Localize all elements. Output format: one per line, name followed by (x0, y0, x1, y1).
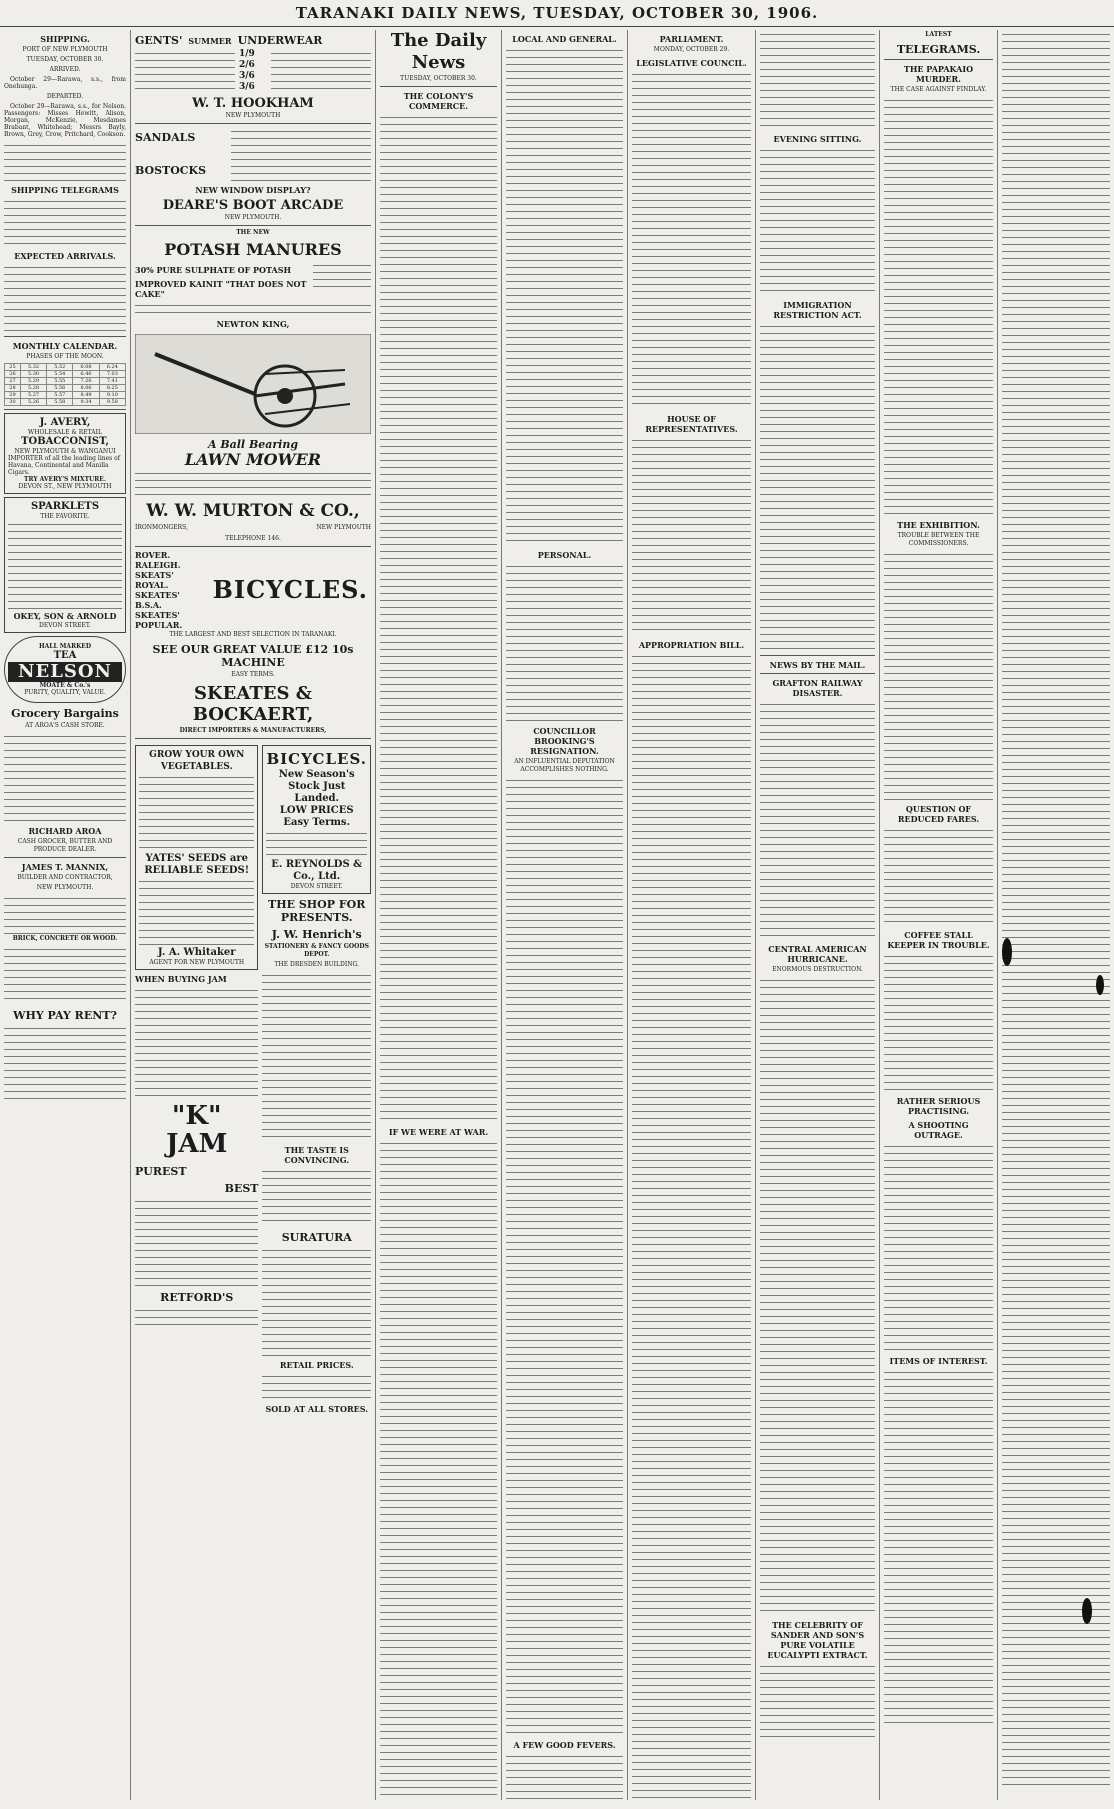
personal-heading: PERSONAL. (537, 550, 592, 560)
items-heading: ITEMS OF INTEREST. (889, 1356, 988, 1366)
murton-loc: NEW PLYMOUTH (316, 524, 371, 531)
shipping-telegrams-heading: SHIPPING TELEGRAMS (11, 185, 119, 195)
jam-text-2 (135, 1197, 258, 1287)
when-buying: WHEN BUYING JAM (135, 974, 227, 984)
avery-location: NEW PLYMOUTH & WANGANUI (14, 448, 116, 455)
retford-text (135, 1306, 258, 1328)
calendar-row (5, 371, 126, 378)
taste-heading: THE TASTE IS CONVINCING. (284, 1145, 350, 1165)
whitaker-name: J. A. Whitaker (157, 947, 236, 958)
price-4: 3/6 (239, 82, 255, 92)
hall-marked: HALL MARKED (38, 643, 92, 650)
departed-heading: DEPARTED. (46, 93, 84, 100)
deare-name: DEARE'S BOOT ARCADE (162, 198, 344, 213)
mannix-loc: NEW PLYMOUTH. (36, 884, 94, 891)
calendar-cell: 30 (5, 399, 21, 406)
suratura-text (262, 1246, 371, 1356)
calendar-cell: 5.28 (20, 385, 46, 392)
lawn-mower-illustration (135, 334, 371, 434)
daily-news-logo: The Daily News (390, 30, 487, 73)
column-3 (376, 30, 502, 1800)
ink-blot (1096, 975, 1104, 995)
calendar-cell: 7.41 (99, 378, 125, 385)
yates-ad (135, 745, 258, 970)
easy-terms: EASY TERMS. (231, 671, 275, 678)
coffee-heading: COFFEE STALL KEEPER IN TROUBLE. (887, 930, 990, 950)
sparklets-title: SPARKLETS (30, 501, 100, 512)
potash-text (135, 301, 371, 315)
calendar-cell: 8.49 (73, 392, 99, 399)
calendar-row (5, 392, 126, 399)
evening-sitting-heading: EVENING SITTING. (773, 134, 862, 144)
calendar-row (5, 378, 126, 385)
dresden-building: THE DRESDEN BUILDING. (274, 961, 359, 968)
issue-date: TUESDAY, OCTOBER 30. (400, 75, 477, 82)
best-label: BEST (224, 1182, 259, 1195)
suratura-heading: SURATURA (281, 1231, 352, 1244)
shipping-heading: SHIPPING. (40, 34, 90, 44)
house-heading: HOUSE OF REPRESENTATIVES. (645, 414, 738, 434)
mower-title: A Ball Bearing (207, 438, 299, 451)
hookham-name: W. T. HOOKHAM (192, 96, 314, 111)
column-7 (880, 30, 998, 1800)
mannix-text-2 (4, 945, 126, 1005)
items-text (884, 1368, 993, 1728)
parliament-date: MONDAY, OCTOBER 29. (653, 46, 730, 53)
richard-aroa: RICHARD AROA (28, 826, 102, 836)
potash-note (313, 261, 371, 289)
bike-list (135, 550, 204, 630)
fevers-heading: A FEW GOOD FEVERS. (513, 1740, 616, 1750)
column-6 (756, 30, 880, 1800)
column-1 (0, 30, 131, 1800)
calendar-cell: 29 (5, 392, 21, 399)
concrete-line: BRICK, CONCRETE OR WOOD. (12, 935, 118, 942)
shipping-date: TUESDAY, OCTOBER 30. (26, 56, 104, 63)
shooting-text (884, 1142, 993, 1352)
purity-label: PURITY, QUALITY, VALUE. (24, 689, 106, 696)
largest-line: THE LARGEST AND BEST SELECTION IN TARANAKI. (169, 631, 337, 638)
tea-label: TEA (53, 650, 77, 661)
okey-name: OKEY, SON & ARNOLD (13, 611, 117, 621)
papakaio-heading: THE PAPAKAIO MURDER. (903, 64, 974, 84)
calendar-heading: MONTHLY CALENDAR. (12, 341, 118, 351)
sparklets-ad (4, 497, 126, 633)
okey-sub: DEVON STREET. (39, 622, 91, 629)
grocery-list (4, 732, 126, 822)
henrich-sub: STATIONERY & FANCY GOODS DEPOT. (264, 943, 369, 958)
henrich-text (262, 971, 371, 1141)
skeates-sub: DIRECT IMPORTERS & MANUFACTURERS, (179, 727, 327, 734)
calendar-cell: 28 (5, 385, 21, 392)
grafton-text (760, 700, 875, 940)
bike-bsa: SKEATES' B.S.A. (135, 590, 180, 610)
calendar-table (4, 363, 126, 406)
arrived-heading: ARRIVED. (49, 66, 81, 73)
calendar-cell: 5.52 (47, 364, 73, 371)
kainit-line: IMPROVED KAINIT "THAT DOES NOT CAKE" (135, 279, 307, 299)
sulphate-line: 30% PURE SULPHATE OF POTASH (135, 265, 292, 275)
reduced-fares-heading: QUESTION OF REDUCED FARES. (897, 804, 980, 824)
calendar-cell: 8.25 (99, 385, 125, 392)
grafton-heading: GRAFTON RAILWAY DISASTER. (772, 678, 863, 698)
price-3: 3/6 (239, 71, 255, 81)
aroa-sub: AT AROA'S CASH STORE. (25, 722, 105, 729)
moate-label: MOATE & Co.'s (39, 682, 91, 689)
murton-name: W. W. MURTON & CO., (146, 501, 360, 521)
reynolds-ad (262, 745, 371, 894)
sandals-heading: SANDALS (135, 131, 196, 144)
newton-king: NEWTON KING, (216, 319, 290, 329)
jam-text (135, 986, 258, 1096)
telegrams-text (4, 197, 126, 247)
calendar-cell: 5.54 (47, 371, 73, 378)
great-value-line: SEE OUR GREAT VALUE £12 10s MACHINE (152, 643, 354, 669)
destruction-sub: ENORMOUS DESTRUCTION. (772, 966, 863, 973)
bicycles-2-heading: BICYCLES. (266, 750, 367, 768)
column-8-text (1002, 30, 1110, 1790)
avery-trade: TOBACCONIST, (21, 436, 109, 447)
murton-sub: IRONMONGERS, (135, 524, 188, 531)
price-2: 2/6 (239, 60, 255, 70)
calendar-cell: 9.10 (99, 392, 125, 399)
bike-skeats-royal: SKEATS' ROYAL. (135, 570, 174, 590)
council-text (632, 70, 751, 410)
mower-name: LAWN MOWER (184, 450, 322, 469)
column-8 (998, 30, 1114, 1800)
brooking-text (506, 776, 623, 1736)
easy-terms-2: Easy Terms. (283, 817, 351, 828)
commerce-text (380, 113, 497, 1123)
ink-blot (1082, 1598, 1092, 1624)
the-new: THE NEW (236, 229, 270, 236)
new-stock: New Season's Stock Just Landed. (278, 769, 355, 804)
war-text (380, 1139, 497, 1799)
personal-text (506, 562, 623, 722)
yates-text (139, 773, 254, 853)
fares-text (884, 826, 993, 926)
house-text (632, 436, 751, 636)
calendar-row (5, 385, 126, 392)
practising-heading: RATHER SERIOUS PRACTISING. (896, 1096, 981, 1116)
hurricane-text (760, 976, 875, 1616)
yates-text-2 (139, 877, 254, 947)
summer-heading: SUMMER (188, 36, 232, 46)
calendar-cell: 27 (5, 378, 21, 385)
grocery-heading: Grocery Bargains (11, 707, 119, 720)
papakaio-text (884, 96, 993, 516)
appropriation-text (632, 652, 751, 1800)
reynolds-name: E. REYNOLDS & Co., Ltd. (271, 859, 363, 882)
price-1: 1/9 (239, 49, 255, 59)
calendar-cell: 5.57 (47, 392, 73, 399)
telephone: TELEPHONE 146. (225, 535, 281, 542)
hookham-loc: NEW PLYMOUTH (225, 112, 281, 119)
celebrity-text (760, 1662, 875, 1742)
avery-devon: DEVON ST., NEW PLYMOUTH (18, 483, 112, 490)
column-5 (628, 30, 756, 1800)
local-general-text (506, 46, 623, 546)
arrived-text: October 29—Rarawa, s.s., from Onehunga. (4, 76, 126, 90)
richard-sub: CASH GROCER, BUTTER AND PRODUCE DEALER. (17, 838, 113, 853)
yates-heading: YATES' SEEDS are RELIABLE SEEDS! (144, 853, 250, 876)
avery-ad (4, 413, 126, 494)
calendar-row (5, 364, 126, 371)
council-heading: LEGISLATIVE COUNCIL. (636, 58, 747, 68)
rent-heading: WHY PAY RENT? (13, 1009, 117, 1022)
taste-text (262, 1167, 371, 1227)
hurricane-heading: CENTRAL AMERICAN HURRICANE. (768, 944, 867, 964)
bike-rover: ROVER. (135, 550, 171, 560)
celebrity-heading: THE CELEBRITY OF SANDER AND SON'S PURE VOLATILE EUCALYPTI EXTRACT. (767, 1620, 868, 1660)
calendar-cell: 25 (5, 364, 21, 371)
latest-label: LATEST (925, 31, 952, 38)
rent-text (4, 1024, 126, 1104)
calendar-cell: 9.58 (99, 399, 125, 406)
avery-sub: WHOLESALE & RETAIL (28, 429, 102, 436)
column-4 (502, 30, 628, 1800)
sparklets-sub: THE FAVORITE. (40, 513, 90, 520)
brooking-heading: COUNCILLOR BROOKING'S RESIGNATION. (530, 726, 599, 756)
calendar-cell: 6.08 (73, 364, 99, 371)
calendar-cell: 7.26 (73, 378, 99, 385)
potash-heading: POTASH MANURES (164, 240, 342, 259)
evening-text (760, 146, 875, 296)
underwear-heading: UNDERWEAR (237, 34, 323, 47)
gents-heading: GENTS' (135, 34, 183, 47)
sparklets-text (8, 520, 122, 610)
skeates-name: SKEATES & BOCKAERT, (192, 683, 314, 725)
shooting-heading: A SHOOTING OUTRAGE. (908, 1120, 969, 1140)
deputation-sub: AN INFLUENTIAL DEPUTATION ACCOMPLISHES NOTHING. (514, 758, 615, 773)
deare-loc: NEW PLYMOUTH. (224, 214, 282, 221)
commerce-heading: THE COLONY'S COMMERCE. (403, 91, 474, 111)
expected-arrivals-heading: EXPECTED ARRIVALS. (14, 251, 116, 261)
calendar-cell: 5.32 (20, 364, 46, 371)
underwear-text (135, 49, 235, 93)
price-list (239, 49, 267, 93)
masthead: TARANAKI DAILY NEWS, TUESDAY, OCTOBER 30, 1906. (0, 0, 1114, 27)
ink-blot (1002, 938, 1012, 966)
retford-name: RETFORD'S (160, 1291, 234, 1304)
bicycles-heading: BICYCLES. (212, 575, 368, 604)
bostocks-heading: BOSTOCKS (135, 164, 207, 177)
moon-phases: PHASES OF THE MOON. (26, 353, 104, 360)
war-heading: IF WE WERE AT WAR. (388, 1127, 489, 1137)
calendar-cell: 8.06 (73, 385, 99, 392)
appropriation-heading: APPROPRIATION BILL. (638, 640, 745, 650)
shirts-text (271, 49, 371, 93)
calendar-cell: 9.34 (73, 399, 99, 406)
bike-popular: SKEATES' POPULAR. (135, 610, 183, 630)
local-general-heading: LOCAL AND GENERAL. (512, 34, 617, 44)
avery-name: J. AVERY, (39, 417, 91, 428)
retail-prices: RETAIL PRICES. (279, 1360, 354, 1370)
calendar-cell: 6.24 (99, 364, 125, 371)
exhibition-text (884, 550, 993, 800)
purest-label: PUREST (135, 1165, 187, 1178)
grow-heading: GROW YOUR OWN VEGETABLES. (149, 750, 245, 772)
calendar-cell: 5.30 (20, 371, 46, 378)
calendar-cell: 5.58 (47, 399, 73, 406)
nelson-brand: NELSON (8, 662, 122, 682)
immigration-text (760, 322, 875, 652)
k-jam-heading: "K" JAM (166, 1101, 228, 1159)
fevers-text (506, 1752, 623, 1800)
calendar-cell: 6.46 (73, 371, 99, 378)
calendar-cell: 5.56 (47, 385, 73, 392)
calendar-cell: 26 (5, 371, 21, 378)
reynolds-devon: DEVON STREET. (290, 883, 343, 890)
sandals-text (231, 127, 371, 181)
exhibition-heading: THE EXHIBITION. (897, 520, 980, 530)
shipping-text (4, 141, 126, 181)
mail-heading: NEWS BY THE MAIL. (769, 660, 866, 670)
shop-heading: THE SHOP FOR PRESENTS. (268, 898, 366, 924)
coffee-text (884, 952, 993, 1092)
mannix-text (4, 894, 126, 934)
whitaker-sub: AGENT FOR NEW PLYMOUTH (149, 959, 245, 966)
parliament-heading: PARLIAMENT. (659, 34, 724, 44)
bike-raleigh: RALEIGH. (135, 560, 181, 570)
calendar-cell: 5.27 (20, 392, 46, 399)
mannix-sub: BUILDER AND CONTRACTOR, (17, 874, 113, 881)
immigration-heading: IMMIGRATION RESTRICTION ACT. (773, 300, 862, 320)
avery-text: IMPORTER of all the leading lines of Havana, Continental and Manilla Cigars. (8, 455, 120, 476)
nelson-tea-ad (4, 636, 126, 703)
mower-text (135, 469, 371, 497)
expected-text (4, 263, 126, 333)
port-line: PORT OF NEW PLYMOUTH (22, 46, 108, 53)
telegrams-heading: TELEGRAMS. (896, 43, 981, 56)
calendar-cell: 5.29 (20, 378, 46, 385)
sold-line: SOLD AT ALL STORES. (265, 1404, 369, 1414)
column-2-adverts (131, 30, 376, 1800)
retail-text (262, 1372, 371, 1400)
calendar-cell: 5.55 (47, 378, 73, 385)
window-display: NEW WINDOW DISPLAY? (195, 185, 311, 195)
parliament-cont-text (760, 30, 875, 130)
calendar-cell: 7.03 (99, 371, 125, 378)
reynolds-text (266, 829, 367, 859)
mannix-name: JAMES T. MANNIX, (21, 862, 109, 872)
avery-mixture: TRY AVERY'S MIXTURE. (24, 476, 106, 483)
departed-text: October 29—Rarawa, s.s., for Nelson. Passengers: Misses Hewitt, Alison, Morgan, McKenzie, Mesdames Brabant, Whitehead; Messrs Bayly, Brown, Grey, Crow, Pritchard, Cookson. (4, 103, 126, 138)
findlay-sub: THE CASE AGAINST FINDLAY. (890, 86, 987, 93)
trouble-sub: TROUBLE BETWEEN THE COMMISSIONERS. (897, 532, 980, 547)
calendar-cell: 5.26 (20, 399, 46, 406)
low-prices: LOW PRICES (279, 805, 354, 816)
calendar-row (5, 399, 126, 406)
henrich-name: J. W. Henrich's (271, 928, 362, 941)
